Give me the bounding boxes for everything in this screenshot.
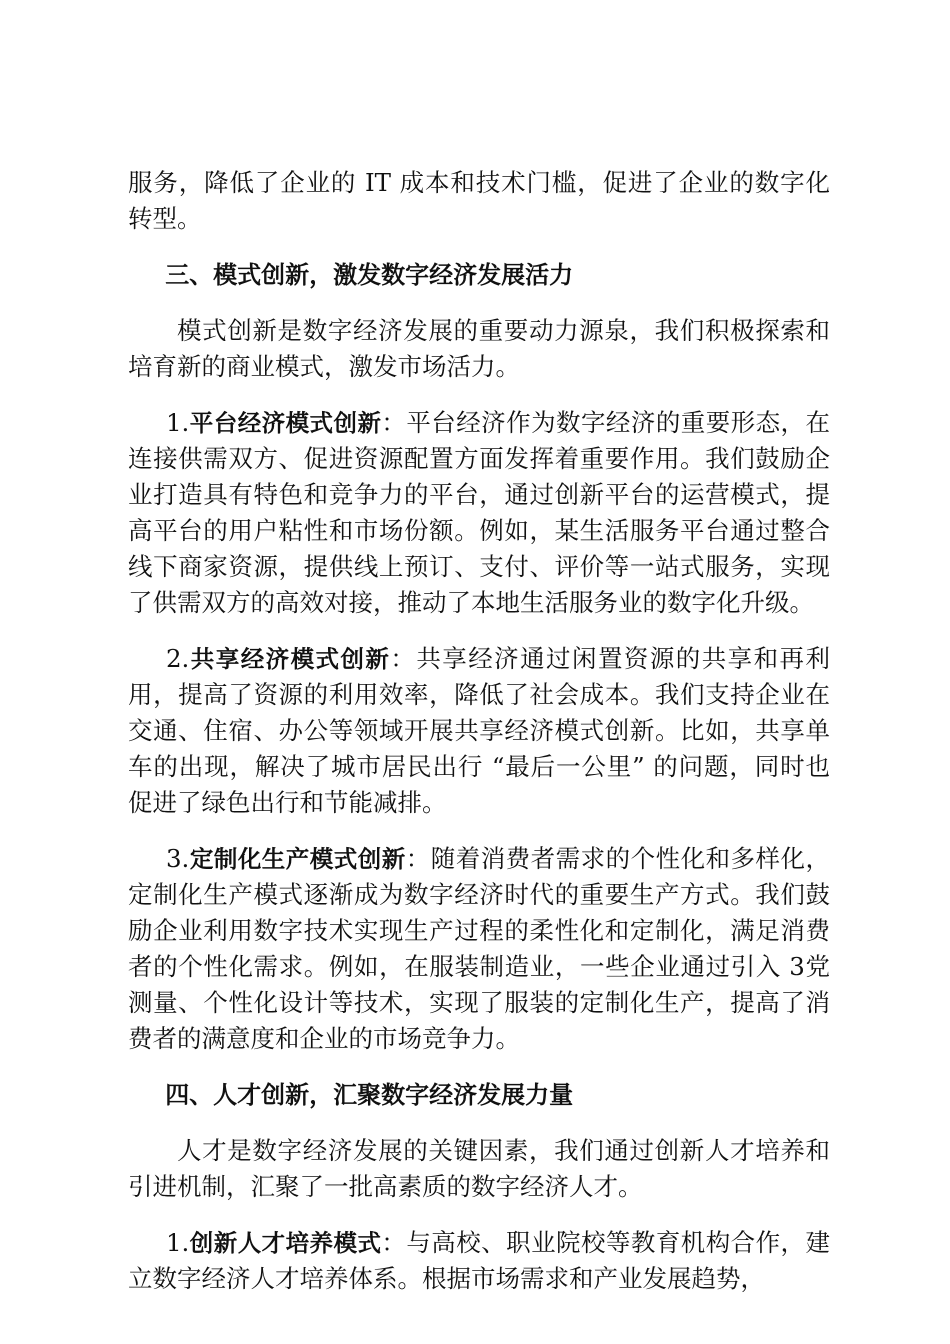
list-item: [128, 1225, 830, 1297]
item-number: 1.: [165, 408, 190, 437]
item-number: 2.: [165, 644, 190, 673]
item-number: 3.: [165, 844, 190, 873]
item-lead: 平台经济模式创新: [189, 409, 382, 437]
list-item: [128, 641, 830, 821]
item-lead: 创新人才培养模式: [189, 1229, 382, 1257]
document-page: [128, 165, 830, 1317]
list-item: [128, 841, 830, 1057]
continuation-paragraph: 服务，降低了企业的 IT 成本和技术门槛，促进了企业的数字化转型。: [128, 168, 830, 233]
section-heading-3: 三、模式创新，激发数字经济发展活力: [165, 261, 574, 289]
item-body: ：随着消费者需求的个性化和多样化，定制化生产模式逐渐成为数字经济时代的重要生产方式。我们鼓励企业利用数字技术实现生产过程的柔性化和定制化，满足消费者的个性化需求。例如，在服装制造业，一些企业通过引入 3党 测量、个性化设计等技术，实现了服装的定制化生产，提高了消费者的满意度和企业的市场竞争力。: [128, 844, 831, 1053]
list-item: [128, 405, 830, 621]
section-intro-3: 模式创新是数字经济发展的重要动力源泉，我们积极探索和培育新的商业模式，激发市场活力。: [128, 316, 830, 381]
item-body: ：共享经济通过闲置资源的共享和再利用，提高了资源的利用效率，降低了社会成本。我们支持企业在交通、住宿、办公等领域开展共享经济模式创新。比如，共享单车的出现，解决了城市居民出行 “最后一公里” 的问题，同时也促进了绿色出行和节能减排。: [128, 644, 831, 817]
item-body: ：平台经济作为数字经济的重要形态，在连接供需双方、促进资源配置方面发挥着重要作用。我们鼓励企业打造具有特色和竞争力的平台，通过创新平台的运营模式，提高平台的用户粘性和市场份额。例如，某生活服务平台通过整合线下商家资源，提供线上预订、支付、评价等一站式服务，实现了供需双方的高效对接，推动了本地生活服务业的数字化升级。: [128, 408, 830, 617]
section-heading-4: 四、人才创新，汇聚数字经济发展力量: [165, 1081, 574, 1109]
item-lead: 定制化生产模式创新: [189, 845, 406, 873]
item-body: ：与高校、职业院校等教育机构合作，建立数字经济人才培养体系。根据市场需求和产业发展趋势，: [128, 1228, 830, 1293]
section-intro-4: 人才是数字经济发展的关键因素，我们通过创新人才培养和引进机制，汇聚了一批高素质的数字经济人才。: [128, 1136, 830, 1201]
item-number: 1.: [165, 1228, 190, 1257]
item-lead: 共享经济模式创新: [189, 645, 391, 673]
